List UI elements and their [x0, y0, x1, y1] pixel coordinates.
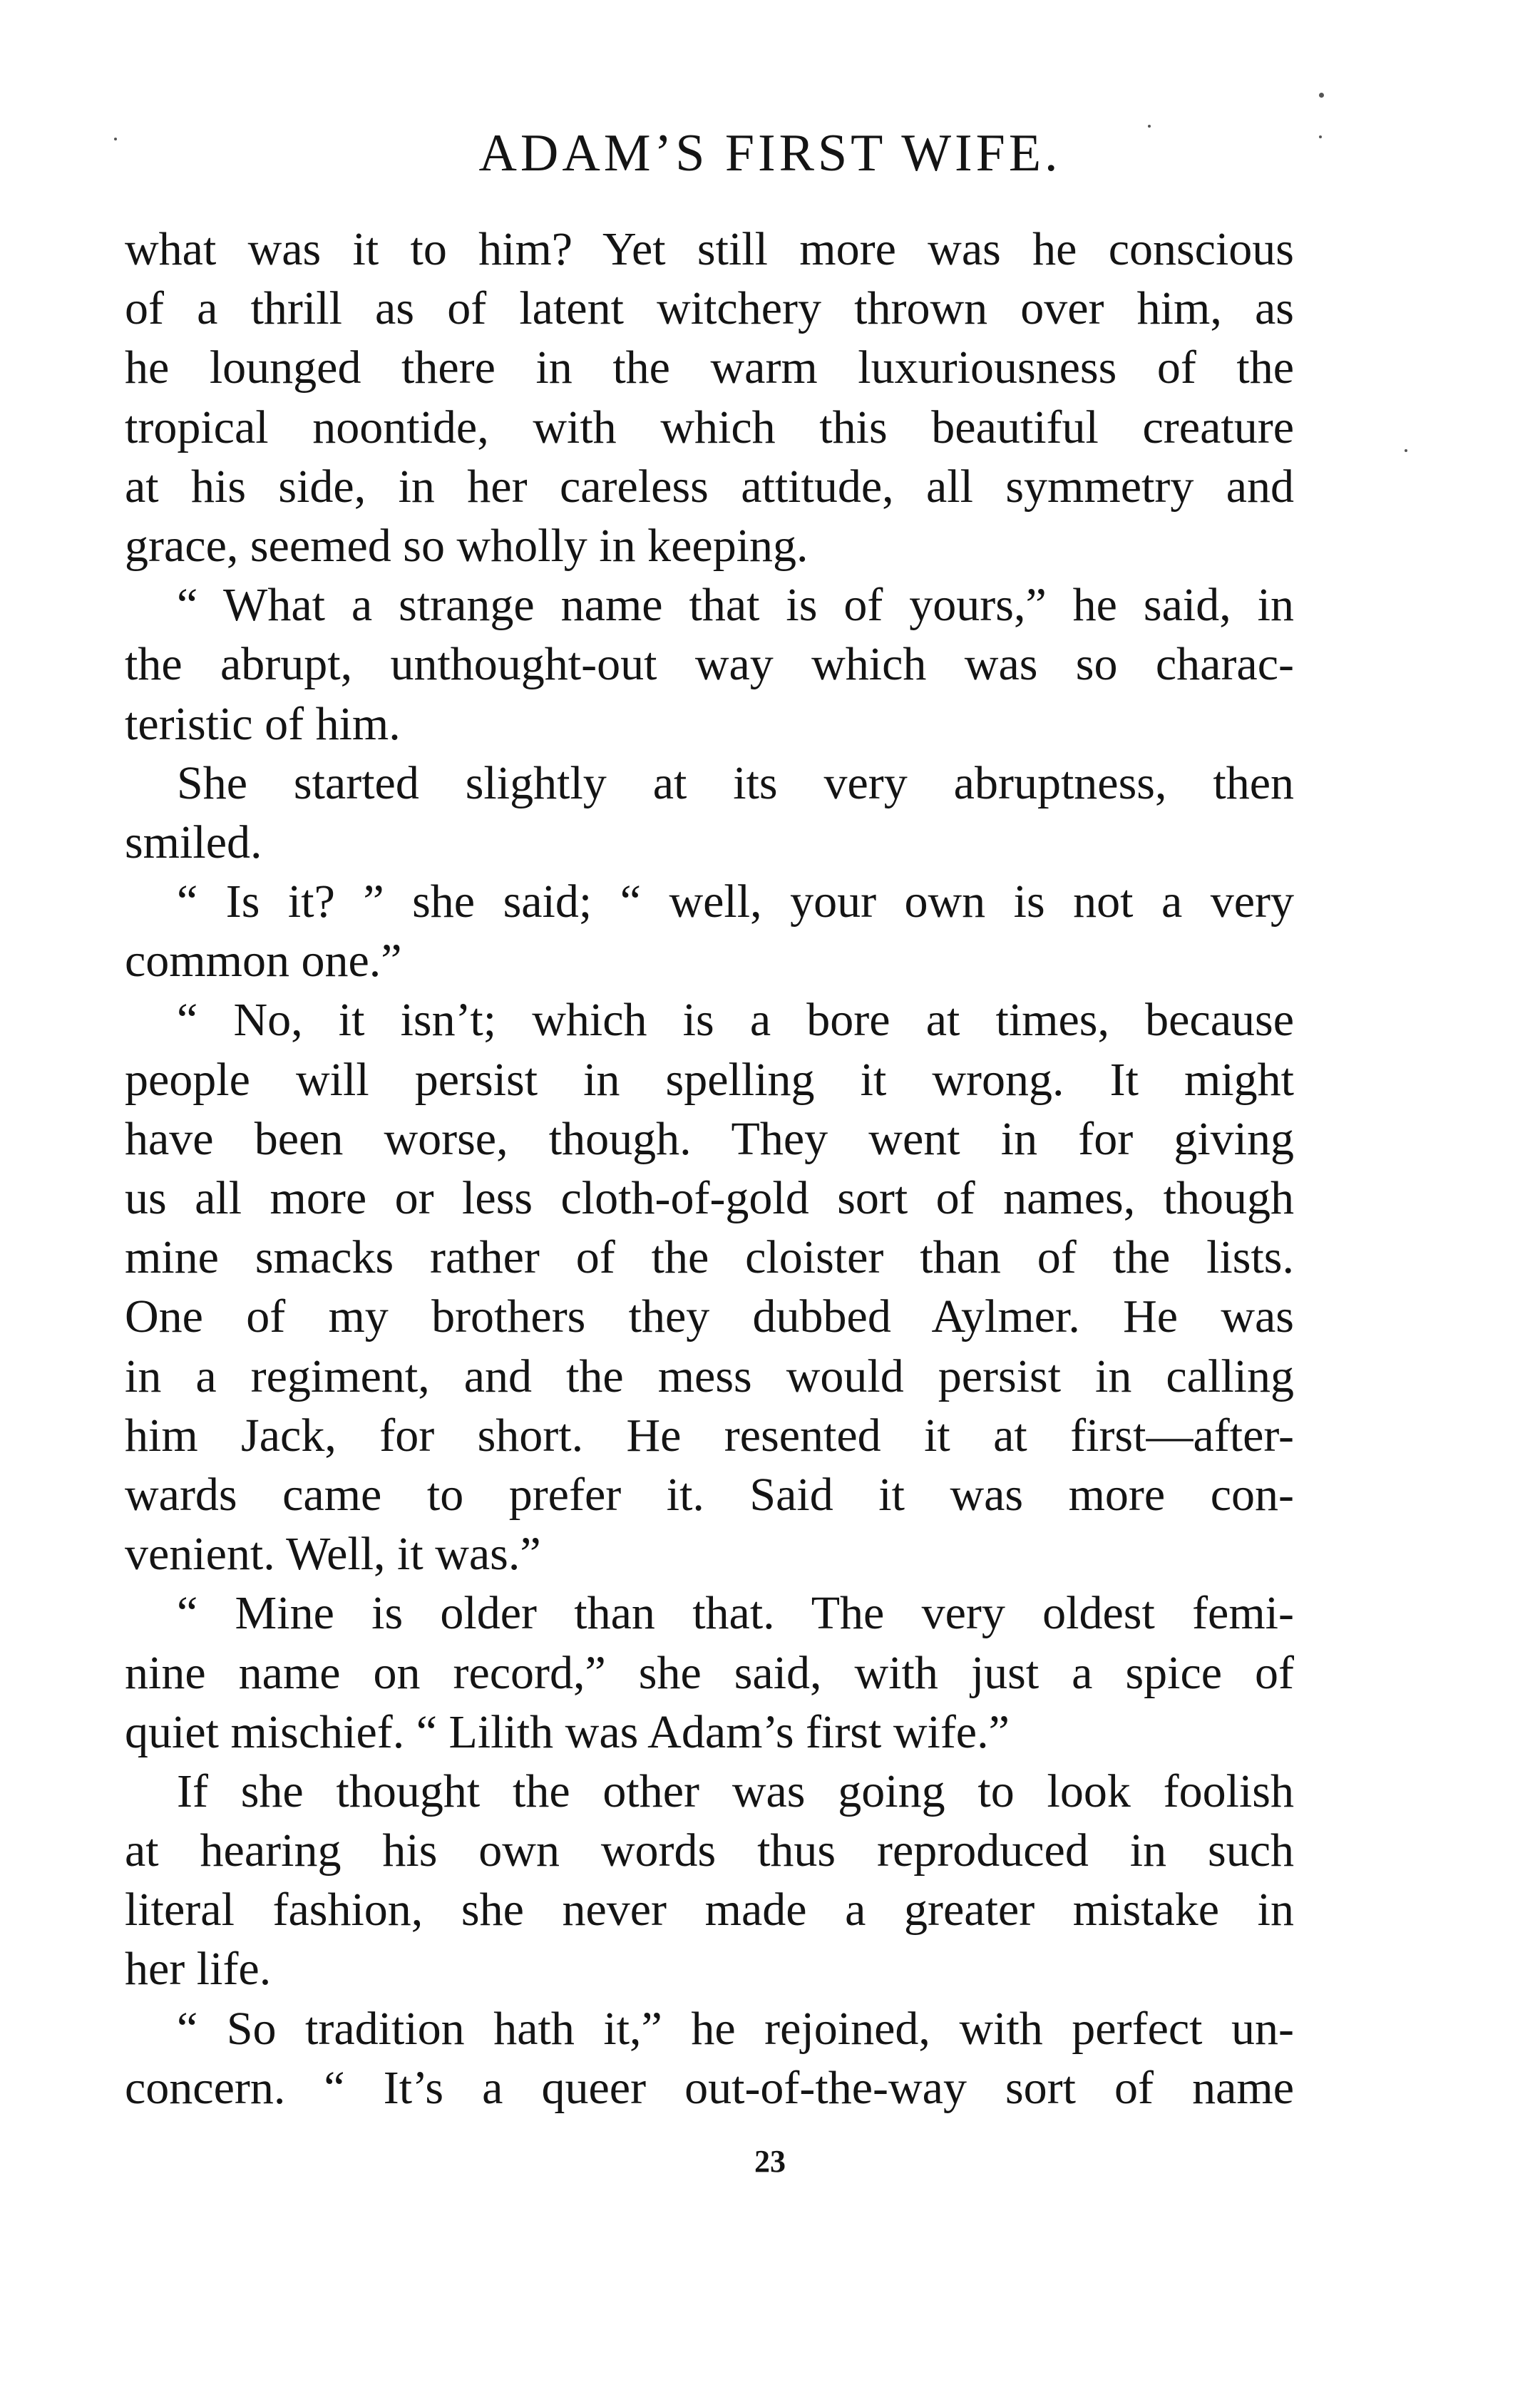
text-line: grace, seemed so wholly in keeping. — [125, 519, 808, 572]
text-line: “ Mine is older than that. The very oldest femi- — [177, 1587, 1294, 1640]
text-line: people will persist in spelling it wrong. It might — [125, 1053, 1294, 1106]
text-line: If she thought the other was going to look foolish — [177, 1765, 1294, 1817]
text-line: he lounged there in the warm luxuriousness of the — [125, 342, 1294, 394]
running-head: ADAM’S FIRST WIFE. — [478, 124, 1062, 183]
text-line: her life. — [125, 1943, 272, 1996]
text-line: She started slightly at its very abruptness, then — [177, 756, 1294, 809]
text-line: nine name on record,” she said, with just a spice of — [125, 1646, 1294, 1699]
scan-speck — [1319, 93, 1324, 98]
body-text — [125, 220, 1294, 2118]
text-line: common one.” — [125, 935, 402, 987]
text-line: “ No, it isn’t; which is a bore at times, because — [177, 994, 1294, 1047]
text-line: “ Is it? ” she said; “ well, your own is not a very — [177, 876, 1294, 928]
text-line: “ What a strange name that is of yours,” he said, in — [177, 579, 1294, 632]
scan-speck — [114, 138, 117, 140]
page-number: 23 — [754, 2144, 786, 2179]
text-line: him Jack, for short. He resented it at first—after- — [125, 1409, 1294, 1462]
scan-speck — [1319, 135, 1322, 138]
text-line: mine smacks rather of the cloister than of the lists. — [125, 1231, 1294, 1284]
text-line: concern. “ It’s a queer out-of-the-way sort of name — [125, 2061, 1294, 2114]
text-line: us all more or less cloth-of-gold sort of names, though — [125, 1172, 1294, 1224]
scan-speck — [1148, 125, 1151, 128]
text-line: have been worse, though. They went in for giving — [125, 1112, 1294, 1165]
text-line: tropical noontide, with which this beautiful creature — [125, 401, 1294, 453]
text-line: venient. Well, it was.” — [125, 1528, 541, 1581]
text-line: quiet mischief. “ Lilith was Adam’s first wife.” — [125, 1705, 1010, 1758]
text-line: at his side, in her careless attitude, all symmetry and — [125, 460, 1294, 513]
text-line: teristic of him. — [125, 697, 401, 750]
text-line: the abrupt, unthought-out way which was so charac- — [125, 638, 1294, 691]
text-line: “ So tradition hath it,” he rejoined, with perfect un- — [177, 2002, 1294, 2055]
text-line: literal fashion, she never made a greater mistake in — [125, 1884, 1294, 1936]
text-line: wards came to prefer it. Said it was more con- — [125, 1468, 1294, 1521]
text-line: at hearing his own words thus reproduced in such — [125, 1824, 1294, 1877]
text-line: smiled. — [125, 816, 262, 868]
scan-speck — [1405, 449, 1407, 452]
text-line: what was it to him? Yet still more was he conscious — [125, 223, 1294, 275]
text-line: of a thrill as of latent witchery thrown over him, as — [125, 282, 1294, 335]
text-line: in a regiment, and the mess would persist in calling — [125, 1350, 1294, 1402]
text-line: One of my brothers they dubbed Aylmer. He was — [125, 1290, 1294, 1343]
